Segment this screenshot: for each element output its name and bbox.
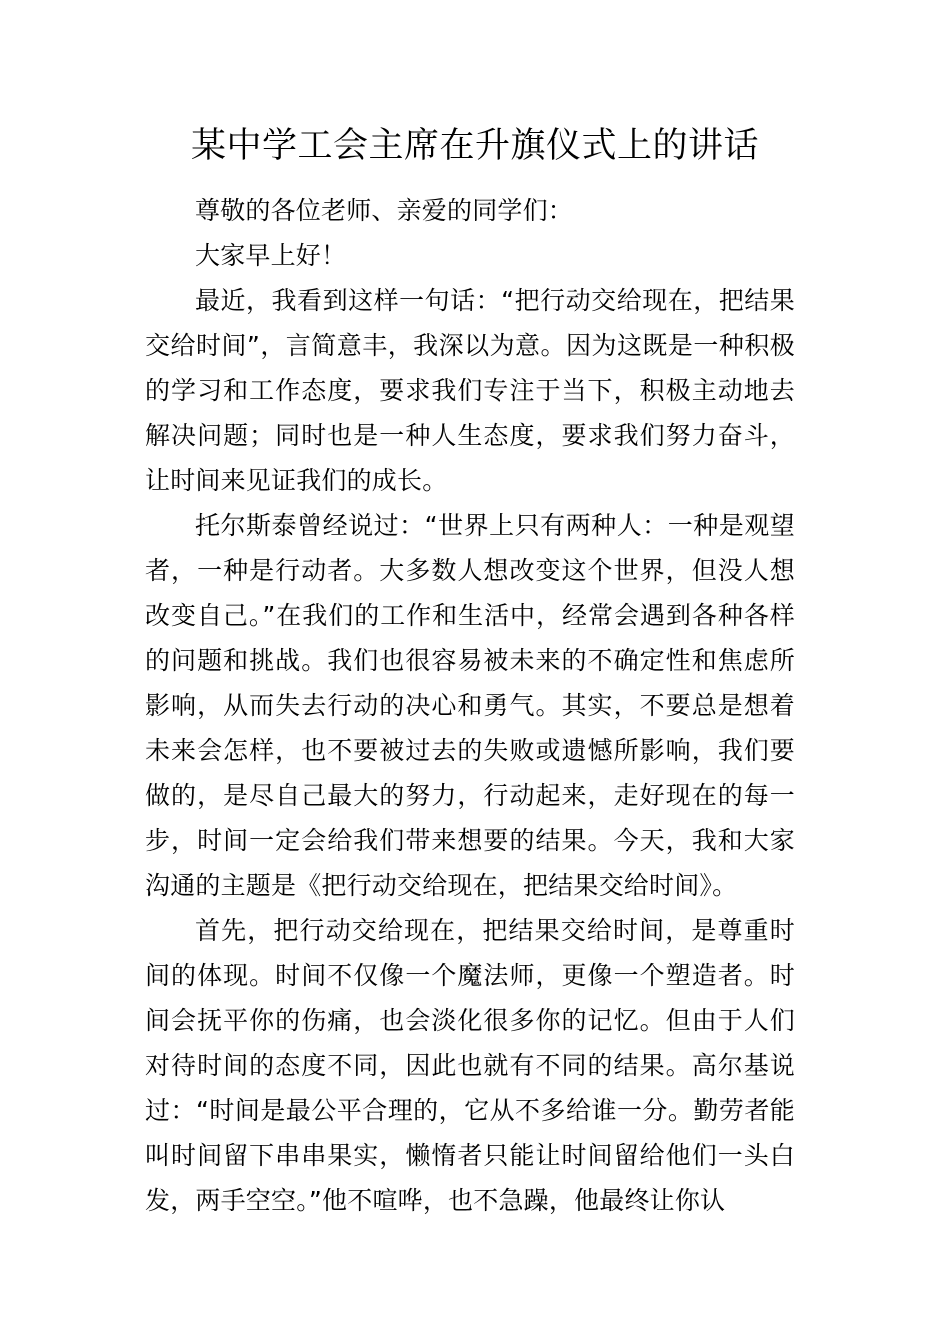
document-title: 某中学工会主席在升旗仪式上的讲话 xyxy=(190,126,759,166)
body-paragraph: 最近，我看到这样一句话：“把行动交给现在，把结果交给时间”，言简意丰，我深以为意。因为这既是一种积极的学习和工作态度，要求我们专注于当下，积极主动地去解决问题；同时也是一种人生态度，要求我们努力奋斗，让时间来见证我们的成长。 xyxy=(145,286,795,495)
salutation-paragraph: 尊敬的各位老师、亲爱的同学们： xyxy=(195,196,574,225)
body-paragraph: 首先，把行动交给现在，把结果交给时间，是尊重时间的体现。时间不仅像一个魔法师，更像一个塑造者。时间会抚平你的伤痛，也会淡化很多你的记忆。但由于人们对待时间的态度不同，因此也就有不同的结果。高尔基说过：“时间是最公平合理的，它从不多给谁一分。勤劳者能叫时间留下串串果实，懒惰者只能让时间留给他们一头白发，两手空空。”他不喧哗，也不急躁，他最终让你认 xyxy=(145,916,795,1215)
body-paragraph: 托尔斯泰曾经说过：“世界上只有两种人：一种是观望者，一种是行动者。大多数人想改变这个世界，但没人想改变自己。”在我们的工作和生活中，经常会遇到各种各样的问题和挑战。我们也很容易被未来的不确定性和焦虑所影响，从而失去行动的决心和勇气。其实，不要总是想着未来会怎样，也不要被过去的失败或遗憾所影响，我们要做的，是尽自己最大的努力，行动起来，走好现在的每一步，时间一定会给我们带来想要的结果。今天，我和大家沟通的主题是《把行动交给现在，把结果交给时间》。 xyxy=(145,511,795,900)
greeting-paragraph: 大家早上好！ xyxy=(195,241,347,270)
document-body xyxy=(145,188,795,1223)
